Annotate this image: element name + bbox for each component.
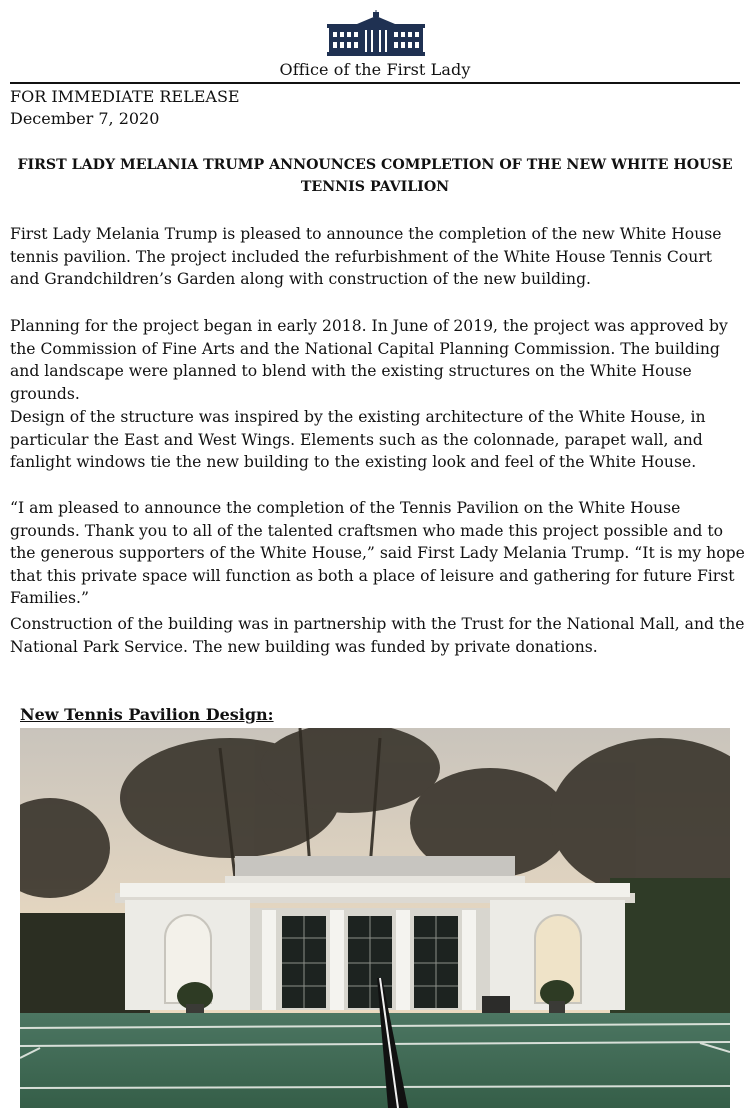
release-block (10, 86, 240, 130)
headline-line-2: TENNIS PAVILION (300, 179, 450, 195)
release-date: December 7, 2020 (10, 109, 160, 128)
headline-line-1: FIRST LADY MELANIA TRUMP ANNOUNCES COMPLETION OF THE NEW WHITE HOUSE (17, 157, 733, 173)
tennis-pavilion-photo (20, 728, 730, 1108)
paragraph-3: Design of the structure was inspired by the existing architecture of the White House, in particular the East and West Wings. Elements such as the colonnade, parapet wall, and fanlight windows tie the new building to the existing look and feel of the White House. (10, 408, 706, 472)
paragraph-5: Construction of the building was in partnership with the Trust for the National Mall, and the National Park Service. The new building was funded by private donations. (10, 615, 745, 656)
paragraph-2: Planning for the project began in early 2018. In June of 2019, the project was approved by the Commission of Fine Arts and the National Capital Planning Commission. The building and landscape were planned to blend with the existing structures on the White House grounds. (10, 317, 728, 403)
release-label: FOR IMMEDIATE RELEASE (10, 87, 240, 106)
paragraph-4: “I am pleased to announce the completion of the Tennis Pavilion on the White House grounds. Thank you to all of the talented craftsmen who made this project possible and to the generous supporters of the White House,” said First Lady Melania Trump. “It is my hope that this private space will function as both a place of leisure and gathering for future First Families.” (10, 499, 745, 608)
paragraph-1: First Lady Melania Trump is pleased to announce the completion of the new White House tennis pavilion. The project included the refurbishment of the White House Tennis Court and Grandchildren’s Garden along with construction of the new building. (10, 225, 722, 289)
header-divider (10, 82, 740, 84)
white-house-icon (327, 10, 425, 56)
headline (14, 154, 736, 198)
figure-title: New Tennis Pavilion Design: (20, 705, 274, 724)
office-name: Office of the First Lady (279, 60, 471, 79)
